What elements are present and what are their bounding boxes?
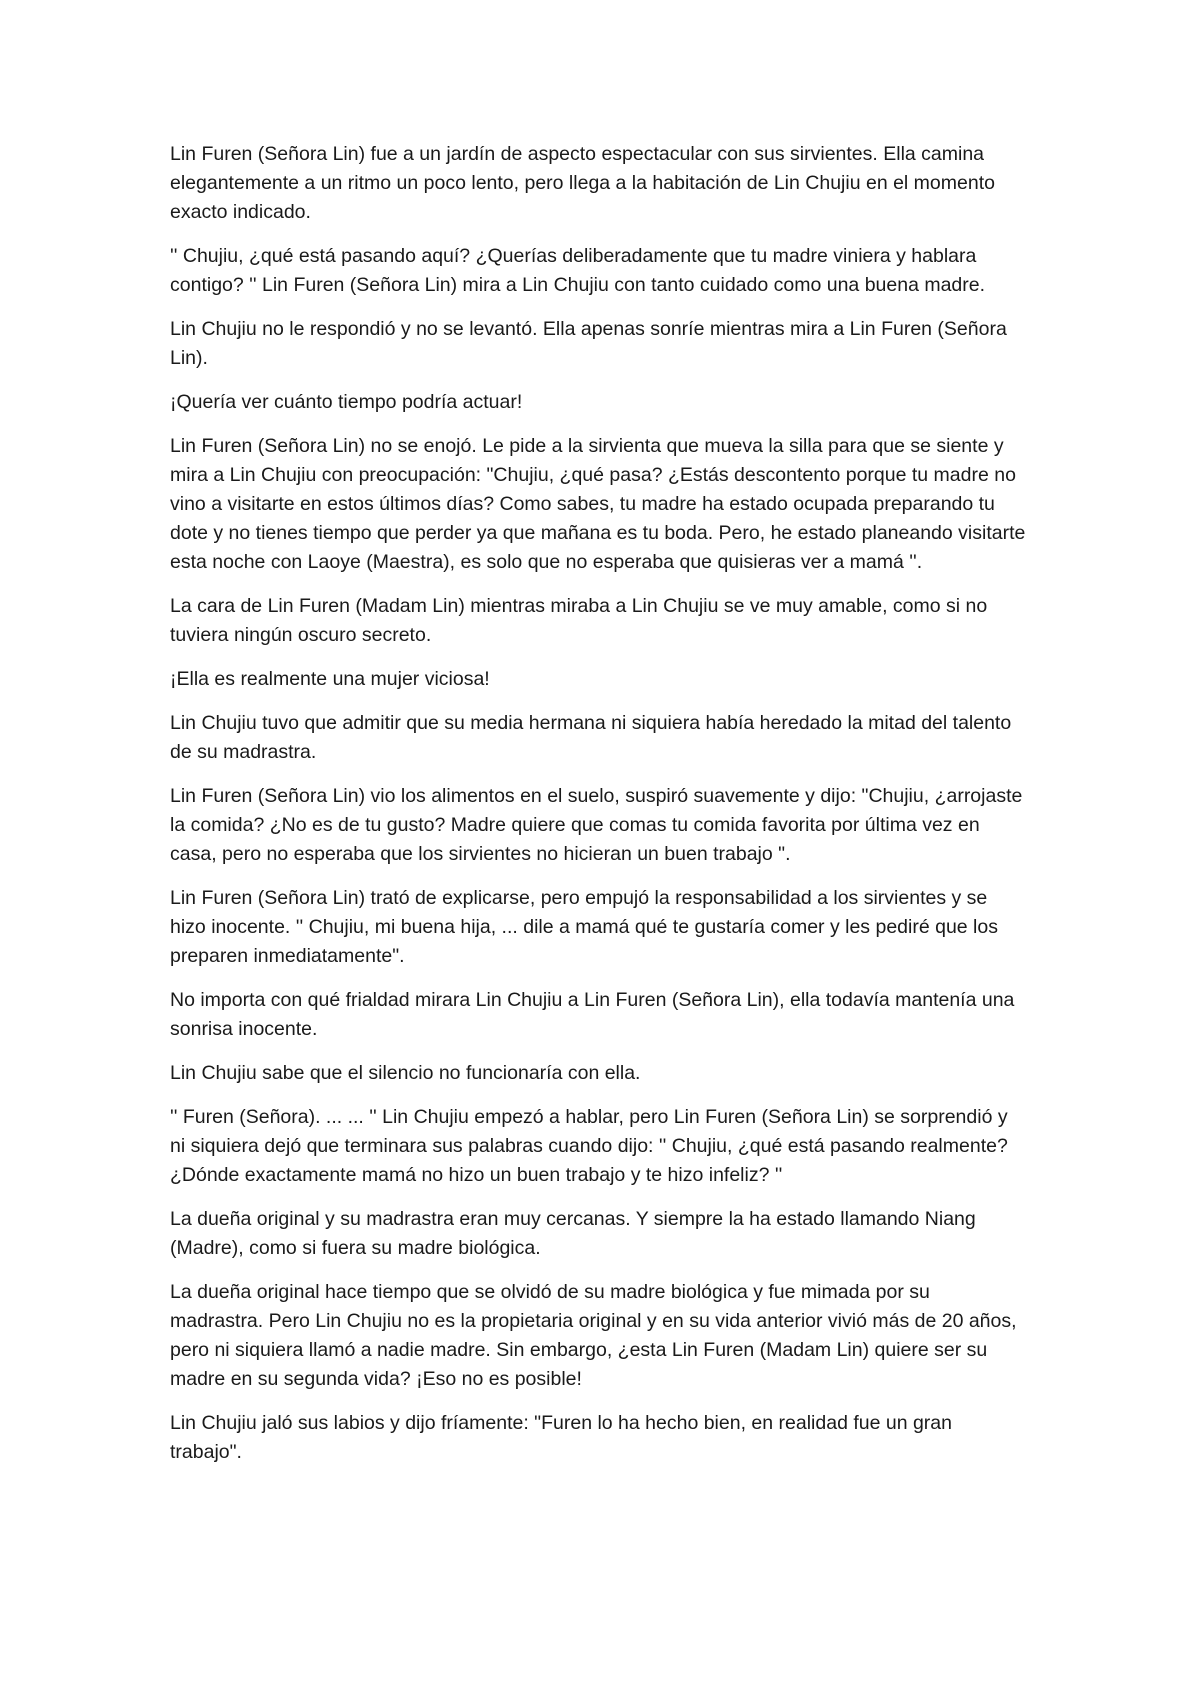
- document-page: [170, 140, 1028, 1482]
- paragraph: '' Furen (Señora). ... ... '' Lin Chujiu empezó a hablar, pero Lin Furen (Señora Lin) se sorprendió y ni siquiera dejó que terminara sus palabras cuando dijo: '' Chujiu, ¿qué está pasando realmente? ¿Dónde exactamente mamá no hizo un buen trabajo y te hizo infeliz? '': [170, 1106, 1008, 1186]
- paragraph: Lin Furen (Señora Lin) vio los alimentos en el suelo, suspiró suavemente y dijo: "Chujiu, ¿arrojaste la comida? ¿No es de tu gusto? Madre quiere que comas tu comida favorita por última vez en casa, pero no esperaba que los sirvientes no hicieran un buen trabajo ".: [170, 785, 1023, 865]
- paragraph: Lin Furen (Señora Lin) no se enojó. Le pide a la sirvienta que mueva la silla para que se siente y mira a Lin Chujiu con preocupación: "Chujiu, ¿qué pasa? ¿Estás descontento porque tu madre no vino a visitarte en estos últimos días? Como sabes, tu madre ha estado ocupada preparando tu dote y no tienes tiempo que perder ya que mañana es tu boda. Pero, he estado planeando visitarte esta noche con Laoye (Maestra), es solo que no esperaba que quisieras ver a mamá ''.: [170, 435, 1026, 573]
- paragraph: La dueña original y su madrastra eran muy cercanas. Y siempre la ha estado llamando Niang (Madre), como si fuera su madre biológica.: [170, 1208, 976, 1259]
- paragraph: '' Chujiu, ¿qué está pasando aquí? ¿Querías deliberadamente que tu madre viniera y hablara contigo? '' Lin Furen (Señora Lin) mira a Lin Chujiu con tanto cuidado como una buena madre.: [170, 245, 986, 296]
- paragraph: La dueña original hace tiempo que se olvidó de su madre biológica y fue mimada por su madrastra. Pero Lin Chujiu no es la propietaria original y en su vida anterior vivió más de 20 años, pero ni siquiera llamó a nadie madre. Sin embargo, ¿esta Lin Furen (Madam Lin) quiere ser su madre en su segunda vida? ¡Eso no es posible!: [170, 1281, 1017, 1390]
- paragraph: ¡Quería ver cuánto tiempo podría actuar!: [170, 391, 523, 413]
- paragraph: ¡Ella es realmente una mujer viciosa!: [170, 668, 490, 690]
- paragraph: Lin Chujiu no le respondió y no se levantó. Ella apenas sonríe mientras mira a Lin Furen (Señora Lin).: [170, 318, 1007, 369]
- paragraph: Lin Furen (Señora Lin) fue a un jardín de aspecto espectacular con sus sirvientes. Ella camina elegantemente a un ritmo un poco lento, pero llega a la habitación de Lin Chujiu en el momento exacto indicado.: [170, 143, 995, 223]
- paragraph: Lin Chujiu jaló sus labios y dijo fríamente: "Furen lo ha hecho bien, en realidad fue un gran trabajo".: [170, 1412, 952, 1463]
- paragraph: No importa con qué frialdad mirara Lin Chujiu a Lin Furen (Señora Lin), ella todavía mantenía una sonrisa inocente.: [170, 989, 1015, 1040]
- paragraph: Lin Chujiu tuvo que admitir que su media hermana ni siquiera había heredado la mitad del talento de su madrastra.: [170, 712, 1012, 763]
- paragraph: Lin Chujiu sabe que el silencio no funcionaría con ella.: [170, 1062, 641, 1084]
- paragraph: La cara de Lin Furen (Madam Lin) mientras miraba a Lin Chujiu se ve muy amable, como si no tuviera ningún oscuro secreto.: [170, 595, 988, 646]
- paragraph: Lin Furen (Señora Lin) trató de explicarse, pero empujó la responsabilidad a los sirvientes y se hizo inocente. '' Chujiu, mi buena hija, ... dile a mamá qué te gustaría comer y les pediré que los preparen inmediatamente".: [170, 887, 998, 967]
